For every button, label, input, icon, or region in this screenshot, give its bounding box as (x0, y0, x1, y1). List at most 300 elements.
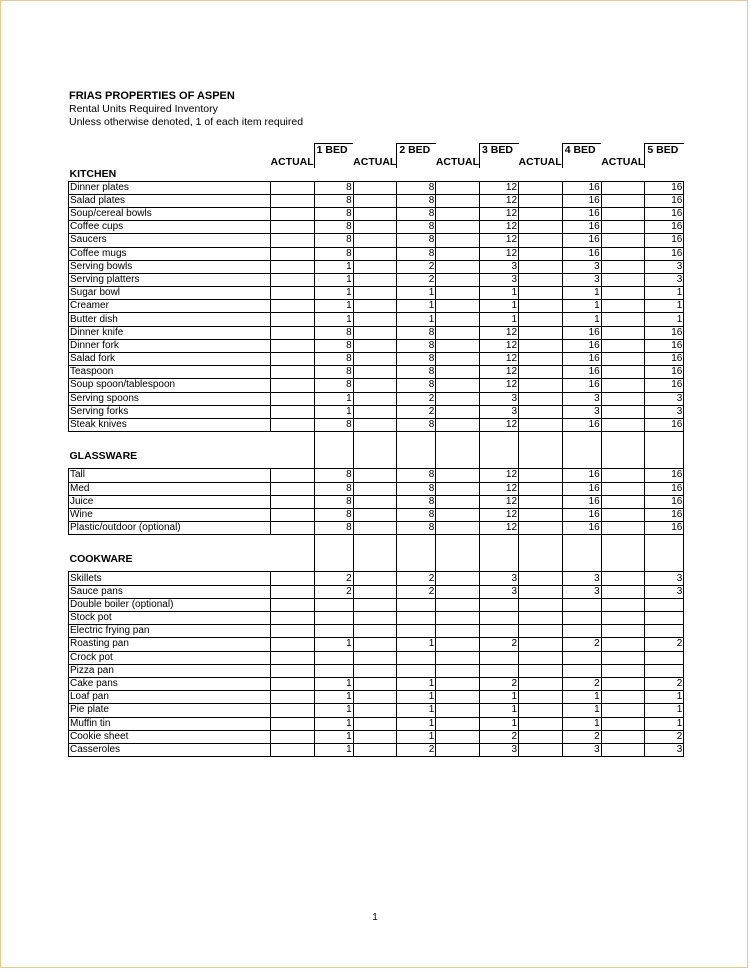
table-row (69, 469, 684, 482)
actual-cell (519, 522, 563, 535)
table-row (69, 379, 684, 392)
actual-cell (271, 313, 315, 326)
actual-cell (353, 300, 397, 313)
required-qty: 16 (645, 221, 684, 234)
item-name: Coffee cups (69, 221, 271, 234)
actual-cell (436, 704, 480, 717)
required-qty: 3 (562, 572, 601, 585)
actual-cell (436, 339, 480, 352)
required-qty: 12 (480, 339, 519, 352)
item-name: Pizza pan (69, 664, 271, 677)
table-row (69, 730, 684, 743)
table-row (69, 743, 684, 756)
required-qty: 2 (397, 572, 436, 585)
item-name: Crock pot (69, 651, 271, 664)
required-qty: 12 (480, 366, 519, 379)
actual-cell (519, 495, 563, 508)
actual-cell (601, 194, 645, 207)
actual-cell (601, 482, 645, 495)
actual-cell (353, 469, 397, 482)
required-qty: 2 (314, 585, 353, 598)
table-row (69, 221, 684, 234)
required-qty (645, 598, 684, 611)
table-row (69, 392, 684, 405)
required-qty: 16 (562, 469, 601, 482)
required-qty: 8 (397, 221, 436, 234)
actual-cell (271, 469, 315, 482)
actual-cell (601, 392, 645, 405)
required-qty: 16 (562, 339, 601, 352)
actual-cell (353, 366, 397, 379)
actual-cell (601, 625, 645, 638)
actual-cell (436, 625, 480, 638)
section-heading: KITCHEN (69, 168, 117, 181)
required-qty (480, 664, 519, 677)
item-name: Sauce pans (69, 585, 271, 598)
actual-cell (271, 418, 315, 431)
actual-cell (271, 326, 315, 339)
required-qty: 1 (314, 704, 353, 717)
item-name: Steak knives (69, 418, 271, 431)
actual-cell (519, 300, 563, 313)
item-name: Sugar bowl (69, 287, 271, 300)
actual-cell (271, 392, 315, 405)
actual-cell (271, 234, 315, 247)
actual-cell (353, 260, 397, 273)
actual-cell (519, 469, 563, 482)
required-qty: 1 (562, 717, 601, 730)
required-qty: 16 (645, 207, 684, 220)
actual-cell (601, 418, 645, 431)
required-qty: 8 (397, 469, 436, 482)
required-qty: 8 (397, 353, 436, 366)
column-header-bed: 5 BED (645, 144, 684, 157)
actual-cell (271, 612, 315, 625)
actual-cell (271, 287, 315, 300)
actual-cell (353, 638, 397, 651)
required-qty: 8 (397, 181, 436, 194)
item-name: Roasting pan (69, 638, 271, 651)
required-qty: 16 (562, 508, 601, 521)
actual-cell (519, 612, 563, 625)
actual-cell (353, 704, 397, 717)
required-qty: 16 (645, 379, 684, 392)
required-qty (645, 651, 684, 664)
actual-cell (271, 353, 315, 366)
table-row (69, 572, 684, 585)
required-qty: 3 (562, 273, 601, 286)
required-qty: 16 (562, 418, 601, 431)
actual-cell (353, 194, 397, 207)
actual-cell (436, 585, 480, 598)
actual-cell (436, 612, 480, 625)
required-qty: 8 (397, 247, 436, 260)
required-qty (562, 651, 601, 664)
item-name: Coffee mugs (69, 247, 271, 260)
required-qty: 8 (314, 326, 353, 339)
table-row (69, 326, 684, 339)
required-qty: 2 (480, 677, 519, 690)
required-qty: 8 (397, 482, 436, 495)
required-qty: 1 (562, 287, 601, 300)
actual-cell (519, 508, 563, 521)
item-name: Wine (69, 508, 271, 521)
actual-cell (353, 313, 397, 326)
required-qty: 1 (314, 717, 353, 730)
required-qty: 8 (314, 366, 353, 379)
required-qty (645, 612, 684, 625)
required-qty: 12 (480, 247, 519, 260)
table-row (69, 339, 684, 352)
table-row (69, 300, 684, 313)
required-qty: 1 (397, 691, 436, 704)
actual-cell (436, 482, 480, 495)
table-row (69, 495, 684, 508)
required-qty: 16 (645, 522, 684, 535)
required-qty: 1 (397, 717, 436, 730)
actual-cell (601, 326, 645, 339)
actual-cell (436, 234, 480, 247)
required-qty: 8 (397, 339, 436, 352)
actual-cell (436, 194, 480, 207)
actual-cell (601, 598, 645, 611)
item-name: Saucers (69, 234, 271, 247)
actual-cell (601, 273, 645, 286)
actual-cell (519, 273, 563, 286)
required-qty: 16 (562, 366, 601, 379)
required-qty: 2 (480, 638, 519, 651)
required-qty: 3 (645, 743, 684, 756)
required-qty: 8 (314, 482, 353, 495)
required-qty: 1 (314, 300, 353, 313)
required-qty: 16 (562, 495, 601, 508)
required-qty: 3 (480, 572, 519, 585)
required-qty: 16 (562, 221, 601, 234)
actual-cell (353, 234, 397, 247)
required-qty: 2 (397, 273, 436, 286)
actual-cell (519, 313, 563, 326)
actual-cell (353, 221, 397, 234)
actual-cell (519, 366, 563, 379)
required-qty: 16 (645, 234, 684, 247)
actual-cell (519, 625, 563, 638)
actual-cell (601, 353, 645, 366)
required-qty: 1 (314, 691, 353, 704)
actual-cell (601, 664, 645, 677)
required-qty: 1 (480, 704, 519, 717)
actual-cell (271, 638, 315, 651)
required-qty: 1 (562, 300, 601, 313)
actual-cell (436, 717, 480, 730)
required-qty: 1 (397, 287, 436, 300)
required-qty: 1 (397, 677, 436, 690)
required-qty: 8 (314, 247, 353, 260)
required-qty: 8 (314, 339, 353, 352)
required-qty: 2 (314, 572, 353, 585)
actual-cell (436, 207, 480, 220)
required-qty: 16 (562, 353, 601, 366)
actual-cell (271, 247, 315, 260)
table-row (69, 207, 684, 220)
column-header-actual: ACTUAL (601, 156, 645, 169)
actual-cell (601, 677, 645, 690)
table-row (69, 638, 684, 651)
actual-cell (519, 717, 563, 730)
actual-cell (436, 730, 480, 743)
required-qty: 3 (562, 260, 601, 273)
item-name: Salad fork (69, 353, 271, 366)
table-row (69, 664, 684, 677)
required-qty: 1 (562, 704, 601, 717)
actual-cell (271, 522, 315, 535)
required-qty (314, 651, 353, 664)
actual-cell (601, 495, 645, 508)
actual-cell (601, 651, 645, 664)
actual-cell (353, 522, 397, 535)
actual-cell (436, 495, 480, 508)
column-header-bed: 2 BED (397, 144, 436, 157)
item-name: Juice (69, 495, 271, 508)
actual-cell (519, 247, 563, 260)
required-qty: 12 (480, 418, 519, 431)
required-qty: 16 (562, 482, 601, 495)
table-row (69, 691, 684, 704)
actual-cell (601, 339, 645, 352)
actual-cell (353, 353, 397, 366)
item-name: Loaf pan (69, 691, 271, 704)
actual-cell (353, 379, 397, 392)
required-qty: 3 (562, 585, 601, 598)
actual-cell (519, 743, 563, 756)
required-qty (562, 625, 601, 638)
actual-cell (519, 194, 563, 207)
actual-cell (271, 651, 315, 664)
required-qty: 2 (397, 405, 436, 418)
actual-cell (353, 730, 397, 743)
item-name: Cookie sheet (69, 730, 271, 743)
actual-cell (601, 287, 645, 300)
required-qty: 2 (562, 730, 601, 743)
item-name: Casseroles (69, 743, 271, 756)
required-qty: 8 (314, 379, 353, 392)
required-qty (397, 612, 436, 625)
item-name: Teaspoon (69, 366, 271, 379)
actual-cell (436, 405, 480, 418)
required-qty: 8 (314, 495, 353, 508)
column-header-bed: 3 BED (480, 144, 519, 157)
required-qty: 1 (397, 730, 436, 743)
actual-cell (601, 207, 645, 220)
required-qty: 3 (480, 585, 519, 598)
required-qty: 16 (645, 181, 684, 194)
required-qty: 16 (562, 207, 601, 220)
actual-cell (436, 221, 480, 234)
required-qty: 3 (562, 392, 601, 405)
actual-cell (271, 585, 315, 598)
section-heading-row (69, 168, 684, 181)
required-qty: 16 (645, 366, 684, 379)
required-qty (397, 664, 436, 677)
required-qty: 1 (562, 313, 601, 326)
actual-cell (436, 418, 480, 431)
table-row (69, 598, 684, 611)
table-row (69, 353, 684, 366)
required-qty: 8 (397, 234, 436, 247)
actual-cell (601, 366, 645, 379)
required-qty (314, 612, 353, 625)
item-name: Tall (69, 469, 271, 482)
table-row (69, 612, 684, 625)
required-qty: 2 (645, 677, 684, 690)
required-qty: 1 (562, 691, 601, 704)
required-qty: 1 (480, 287, 519, 300)
required-qty (480, 651, 519, 664)
actual-cell (353, 181, 397, 194)
actual-cell (436, 287, 480, 300)
required-qty: 12 (480, 181, 519, 194)
table-row (69, 247, 684, 260)
actual-cell (271, 207, 315, 220)
required-qty: 2 (562, 638, 601, 651)
required-qty: 16 (645, 418, 684, 431)
required-qty (397, 598, 436, 611)
table-row (69, 625, 684, 638)
actual-cell (353, 405, 397, 418)
actual-cell (519, 207, 563, 220)
column-header-actual: ACTUAL (353, 156, 397, 169)
actual-cell (519, 638, 563, 651)
required-qty (314, 664, 353, 677)
required-qty (480, 598, 519, 611)
actual-cell (519, 585, 563, 598)
required-qty: 12 (480, 207, 519, 220)
required-qty: 1 (314, 638, 353, 651)
actual-cell (519, 482, 563, 495)
required-qty: 12 (480, 522, 519, 535)
required-qty: 8 (314, 508, 353, 521)
required-qty: 2 (645, 730, 684, 743)
actual-cell (519, 287, 563, 300)
actual-cell (271, 273, 315, 286)
actual-cell (353, 508, 397, 521)
required-qty: 1 (480, 691, 519, 704)
actual-cell (353, 482, 397, 495)
header-row-actual (69, 156, 684, 168)
required-qty: 2 (645, 638, 684, 651)
column-header-actual: ACTUAL (518, 156, 562, 169)
section-heading-row (69, 444, 684, 469)
required-qty: 12 (480, 234, 519, 247)
item-name: Serving bowls (69, 260, 271, 273)
actual-cell (353, 585, 397, 598)
item-name: Soup spoon/tablespoon (69, 379, 271, 392)
actual-cell (519, 598, 563, 611)
actual-cell (601, 234, 645, 247)
actual-cell (519, 181, 563, 194)
actual-cell (436, 677, 480, 690)
required-qty: 3 (480, 273, 519, 286)
required-qty: 16 (645, 194, 684, 207)
required-qty (480, 625, 519, 638)
actual-cell (436, 651, 480, 664)
actual-cell (519, 572, 563, 585)
actual-cell (353, 612, 397, 625)
actual-cell (601, 638, 645, 651)
actual-cell (436, 273, 480, 286)
required-qty: 16 (645, 326, 684, 339)
actual-cell (271, 366, 315, 379)
table-row (69, 313, 684, 326)
actual-cell (353, 326, 397, 339)
actual-cell (353, 572, 397, 585)
required-qty: 8 (314, 353, 353, 366)
actual-cell (271, 572, 315, 585)
required-qty: 1 (397, 300, 436, 313)
actual-cell (353, 418, 397, 431)
actual-cell (436, 353, 480, 366)
actual-cell (601, 612, 645, 625)
actual-cell (353, 339, 397, 352)
item-name: Double boiler (optional) (69, 598, 271, 611)
required-qty: 16 (645, 339, 684, 352)
actual-cell (519, 704, 563, 717)
actual-cell (519, 664, 563, 677)
item-name: Salad plates (69, 194, 271, 207)
required-qty: 1 (314, 677, 353, 690)
actual-cell (271, 730, 315, 743)
document-header (69, 90, 303, 129)
required-qty: 16 (645, 353, 684, 366)
required-qty: 3 (480, 743, 519, 756)
required-qty: 2 (397, 585, 436, 598)
required-qty: 3 (645, 585, 684, 598)
table-row (69, 508, 684, 521)
required-qty: 3 (562, 405, 601, 418)
actual-cell (271, 664, 315, 677)
required-qty (314, 598, 353, 611)
actual-cell (271, 181, 315, 194)
actual-cell (601, 313, 645, 326)
actual-cell (436, 522, 480, 535)
item-name: Skillets (69, 572, 271, 585)
actual-cell (519, 234, 563, 247)
item-name: Serving spoons (69, 392, 271, 405)
required-qty: 3 (480, 405, 519, 418)
actual-cell (519, 379, 563, 392)
actual-cell (271, 677, 315, 690)
actual-cell (353, 677, 397, 690)
actual-cell (353, 743, 397, 756)
actual-cell (519, 353, 563, 366)
actual-cell (353, 207, 397, 220)
actual-cell (601, 300, 645, 313)
required-qty: 12 (480, 469, 519, 482)
required-qty: 1 (645, 287, 684, 300)
actual-cell (271, 482, 315, 495)
required-qty: 8 (397, 418, 436, 431)
actual-cell (519, 339, 563, 352)
required-qty: 8 (314, 194, 353, 207)
table-row (69, 482, 684, 495)
actual-cell (436, 691, 480, 704)
actual-cell (436, 379, 480, 392)
required-qty: 16 (645, 482, 684, 495)
table-row (69, 273, 684, 286)
actual-cell (436, 508, 480, 521)
required-qty: 1 (397, 313, 436, 326)
table-row (69, 585, 684, 598)
actual-cell (519, 405, 563, 418)
